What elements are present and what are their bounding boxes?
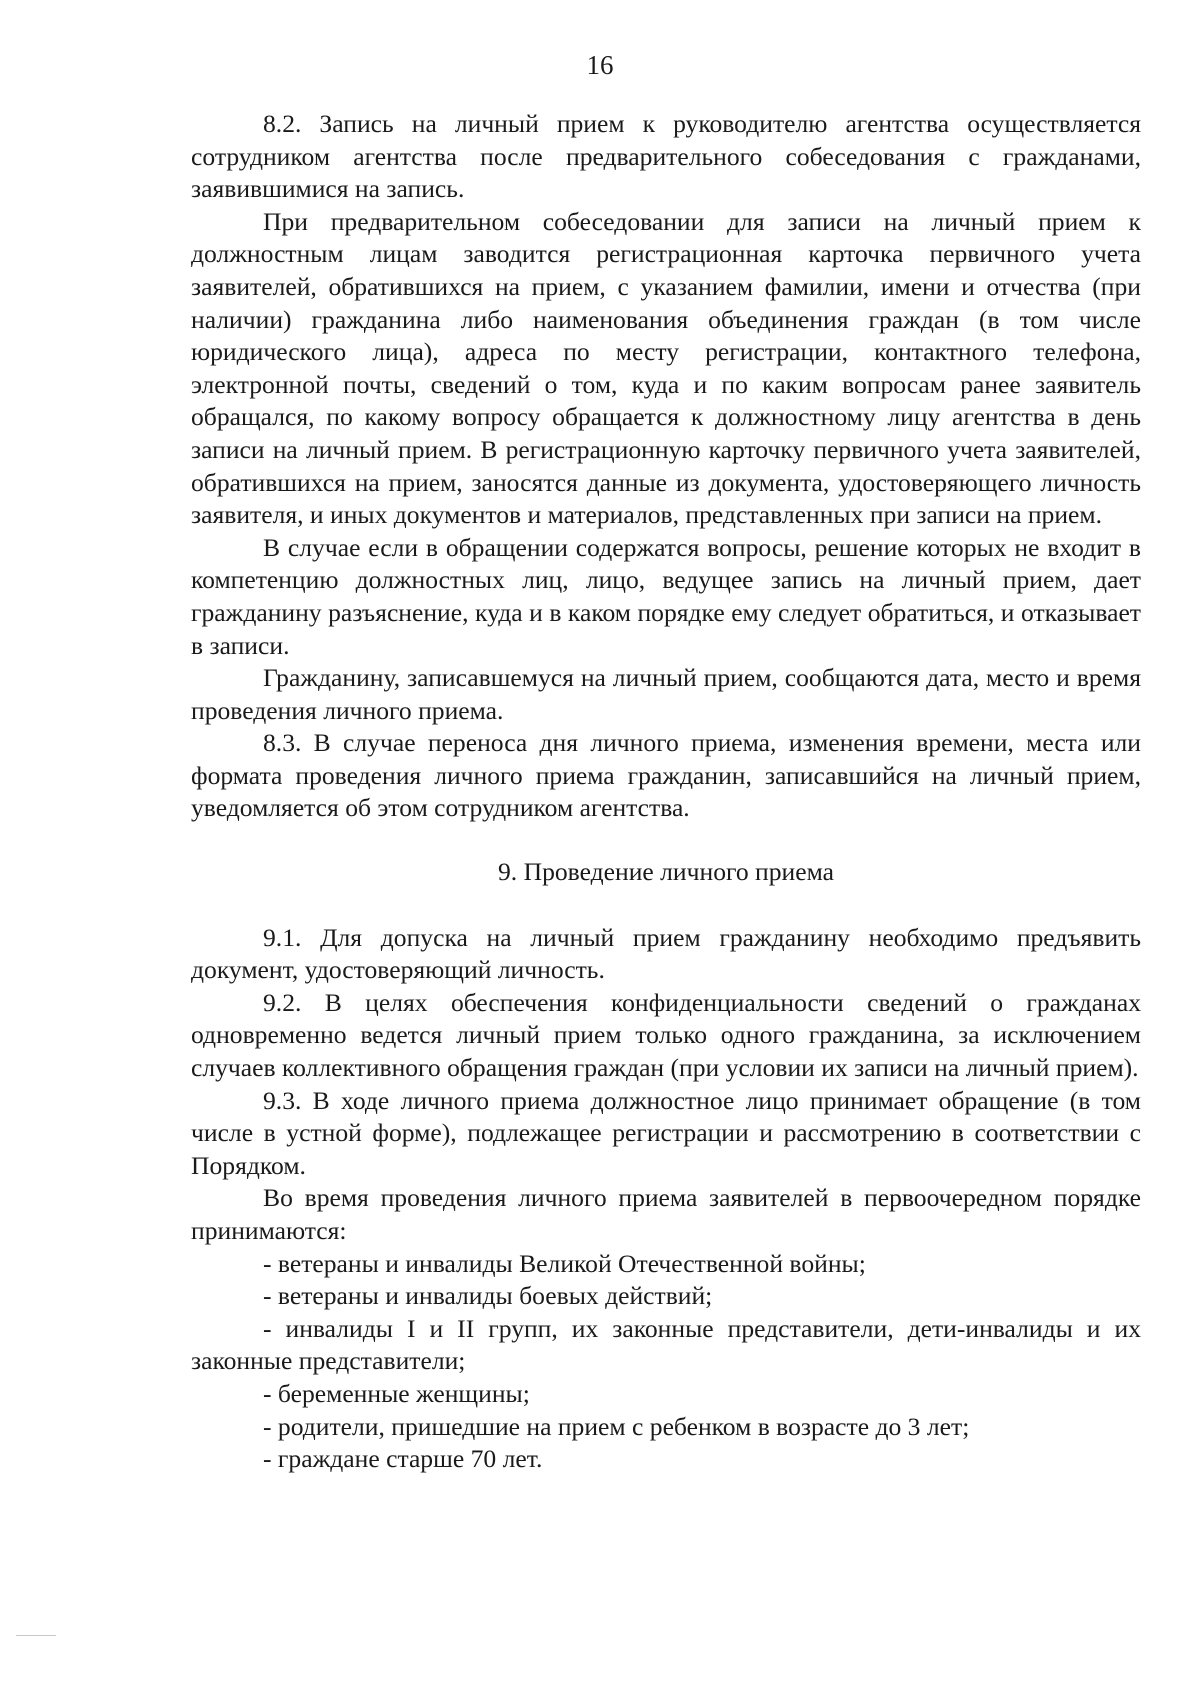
paragraph-9-1: 9.1. Для допуска на личный прием гражданину необходимо предъявить документ, удостоверяющий личность. xyxy=(191,922,1141,985)
paragraph-8-2: 8.2. Запись на личный прием к руководителю агентства осуществляется сотрудником агентства после предварительного собеседования с гражданами, заявившимися на запись. xyxy=(191,109,1141,204)
paragraph-date-place-notice: Гражданину, записавшемуся на личный прием, сообщаются дата, место и время проведения личного приема. xyxy=(191,663,1141,725)
paragraph-preliminary-interview: При предварительном собеседовании для записи на личный прием к должностным лицам заводится регистрационная карточка первичного учета заявителей, обратившихся на прием, с указанием фамилии, имени и отчества (при наличии) гражданина либо наименования объединения граждан (в том числе юридического лица), адреса по месту регистрации, контактного телефона, электронной почты, сведений о том, куда и по каким вопросам ранее заявитель обращался, по какому вопросу обращается к должностному лицу агентства в день записи на личный прием. В регистрационную карточку первичного учета заявителей, обратившихся на прием, заносятся данные из документа, удостоверяющего личность заявителя, и иных документов и материалов, представленных при записи на прием. xyxy=(191,206,1141,530)
list-item: - инвалиды I и II групп, их законные представители, дети-инвалиды и их законные представители; xyxy=(191,1313,1141,1376)
paragraph-9-3: 9.3. В ходе личного приема должностное лицо принимает обращение (в том числе в устной форме), подлежащее регистрации и рассмотрению в соответствии с Порядком. xyxy=(191,1085,1141,1180)
paragraph-out-of-competence: В случае если в обращении содержатся вопросы, решение которых не входит в компетенцию должностных лиц, лицо, ведущее запись на личный прием, дает гражданину разъяснение, куда и в каком порядке ему следует обратиться, и отказывает в записи. xyxy=(191,532,1141,660)
list-item: - родители, пришедшие на прием с ребенком в возрасте до 3 лет; xyxy=(263,1411,970,1441)
paragraph-8-3: 8.3. В случае переноса дня личного приема, изменения времени, места или формата проведения личного приема гражданин, записавшийся на личный прием, уведомляется об этом сотрудником агентства. xyxy=(191,728,1141,823)
scan-margin-mark xyxy=(16,1635,56,1636)
list-item: - граждане старше 70 лет. xyxy=(263,1444,543,1474)
document-body xyxy=(191,108,1141,1476)
paragraph-9-2: 9.2. В целях обеспечения конфиденциальности сведений о гражданах одновременно ведется личный прием только одного гражданина, за исключением случаев коллективного обращения граждан (при условии их записи на личный прием). xyxy=(191,987,1141,1083)
list-item: - ветераны и инвалиды Великой Отечественной войны; xyxy=(263,1248,866,1278)
section-heading: 9. Проведение личного приема xyxy=(498,857,834,887)
list-item: - ветераны и инвалиды боевых действий; xyxy=(263,1281,713,1311)
list-item: - беременные женщины; xyxy=(263,1378,530,1408)
paragraph-priority-intro: Во время проведения личного приема заявителей в первоочередном порядке принимаются: xyxy=(191,1183,1141,1245)
page-number: 16 xyxy=(586,50,614,80)
